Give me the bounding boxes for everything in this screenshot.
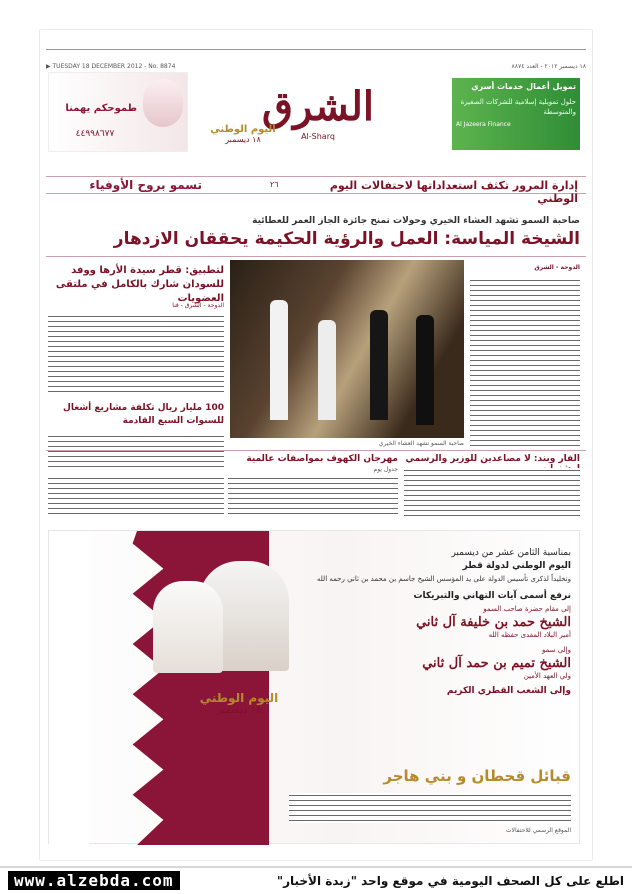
ad-intro-1: بمناسبة الثامن عشر من ديسمبر [451,548,571,558]
photo-caption: صاحبة السمو تشهد العشاء الخيري [378,440,464,447]
logo-text: اليوم الوطني [210,124,276,135]
flag-white-band [49,531,89,845]
banner-page-ref: ٢٦ [270,180,279,189]
right-ad-title: تمويل أعمال خدمات أسري [471,82,576,91]
top-rule [46,49,586,50]
row2-col1-headline: الفار وبند: لا مصاعدين للوزير والرسمي [405,454,580,464]
ad-greeting: نرفع أسمى آيات التهاني والتبريكات [413,591,571,601]
side-headline-2: 100 مليار ريال تكلفة مشاريع أشغال للسنوات السبع القادمة [63,403,224,426]
right-ad-sub: حلول تمويلية إسلامية للشركات الصغيرة والمتوسطة [460,98,576,116]
right-ad-bank: Al Jazeera Finance [456,121,511,128]
photo-figure-1 [270,300,288,420]
masthead-subtitle: Al-Sharq [301,132,335,141]
lead-headline: الشيخة المياسة: العمل والرؤية الحكيمة يحققان الازدهار [113,229,580,249]
portrait-2 [153,581,223,673]
date-line-right: ١٨ ديسمبر ٢٠١٢ - العدد ٨٨٧٤ [511,63,586,70]
left-ad-phone: ٤٤٩٩٨٦٧٧ [75,129,115,139]
lead-byline: الدوحة - الشرق [534,264,580,271]
ad-text [309,547,571,698]
lead-rule [46,256,586,257]
photo-figure-3 [370,310,388,420]
national-day-ad[interactable] [48,530,580,844]
masthead-title: الشرق [261,83,375,130]
row2-col2-body [228,476,398,516]
top-left-ad[interactable] [48,72,188,152]
ad-fine-label: الموقع الرسمي للاحتفالات [505,827,571,834]
side-byline: الدوحة - الشرق - قنا [172,302,224,309]
ad-intro-3: وتخليداً لذكرى تأسيس الدولة على يد المؤسس الشيخ جاسم بن محمد بن ثاني رحمه الله [316,575,571,583]
footer-bar[interactable] [0,866,632,894]
ad-intro-2: اليوم الوطني لدولة قطر [462,561,571,571]
ad-badge-date: ١٨ ديسمبر [216,705,262,716]
row2-col2-byline: جدول يوم [373,466,398,473]
lead-body-right [470,278,580,448]
ad-badge [199,691,279,747]
ad-name-2-title: ولي العهد الأمين [523,672,571,680]
ad-to-2: وإلى سمو [541,646,571,654]
row2-col2-headline: مهرجان الكهوف بمواصفات عالمية [246,454,398,464]
top-right-ad[interactable] [452,78,580,150]
photo-figure-4 [416,315,434,425]
row2-rule [46,450,586,451]
row2-col1-body [404,468,580,516]
lead-photo [230,260,464,438]
row2-col3-body [48,476,224,516]
lead-kicker: صاحبة السمو تشهد العشاء الخيري وحولات تمنح جائزة الجاز العمر للعطائية [252,216,580,226]
ad-name-2: الشيخ تميم بن حمد آل ثاني [422,656,571,671]
ad-badge-title: اليوم الوطني [199,691,279,705]
ad-to-3: وإلى الشعب القطري الكريم [446,686,571,696]
left-ad-text: طموحكم يهمنا [65,103,137,114]
date-line-left: ▶ TUESDAY 18 DECEMBER 2012 - No. 8874 [46,63,176,70]
side-body [48,314,224,394]
ad-to-1: إلى مقام حضرة صاحب السمو [483,605,571,613]
ad-name-1-title: أمير البلاد المفدى حفظه الله [488,631,571,639]
top-banner [46,176,586,205]
ad-figure [143,79,183,127]
ad-name-1: الشيخ حمد بن خليفة آل ثاني [416,615,571,630]
side-body-2 [48,434,224,470]
banner-left-text: تسمو بروح الأوفياء [89,178,202,192]
footer-text: اطلع على كل الصحف اليومية في موقع واحد "زبدة الأخبار" [276,874,624,888]
side-headline: لتطبيق: قطر سيدة الأرها ووفد للسودان شارك بالكامل في ملتقى العضويات [55,265,224,304]
ad-tribe: قبائل قحطان و بني هاجر [383,767,571,785]
photo-figure-2 [318,320,336,420]
banner-right-text: إدارة المرور تكثف استعداداتها لاحتفالات اليوم الوطني [329,179,578,205]
ad-fine-print [289,793,571,823]
footer-url[interactable]: www.alzebda.com [8,871,180,890]
masthead [208,64,428,154]
newspaper-page [40,30,592,860]
logo-date: ١٨ ديسمبر [225,135,261,144]
national-day-logo [208,124,278,164]
